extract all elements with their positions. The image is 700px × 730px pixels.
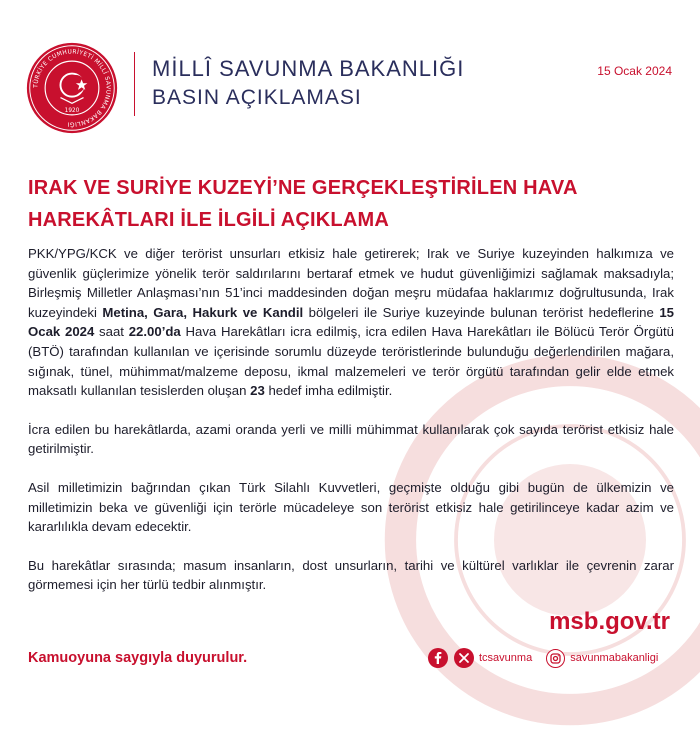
website-link[interactable]: msb.gov.tr bbox=[549, 608, 670, 635]
paragraph-1-text-i: hedef imha edilmiştir. bbox=[264, 383, 393, 399]
facebook-icon[interactable] bbox=[428, 648, 448, 668]
paragraph-1-text-e: saat bbox=[94, 324, 129, 340]
paragraph-1-text-a: PKK/YPG/KCK ve diğer terörist unsurları etkisiz hale getirerek; Irak ve Suriye kuzeyinden halkımıza ve güvenlik güçlerimize yönelik terör saldırılarını bertaraf etmek ve hudut güvenliğimizi sağlamak maksadıyla; Birleşmiş Milletler Anlaşması’nın 51’inci maddesinden doğan meşru müdafaa haklarımız doğrultusunda, Irak kuzeyindeki bbox=[28, 246, 674, 320]
target-count: 23 bbox=[250, 383, 265, 399]
operation-date: 15 Ocak 2024 bbox=[28, 304, 674, 340]
operation-time: 22.00’da bbox=[128, 324, 181, 340]
headline bbox=[28, 172, 678, 236]
headline-line-2: HAREKÂTLARI İLE İLGİLİ AÇIKLAMA bbox=[28, 209, 389, 231]
x-icon[interactable] bbox=[454, 648, 474, 668]
instagram-handle[interactable]: savunmabakanligi bbox=[570, 652, 659, 664]
paragraph-3: Asil milletimizin bağrından çıkan Türk Silahlı Kuvvetleri, geçmişte olduğu gibi bugün de ülkemizin ve milletimizin beka ve güvenliği için terörle mücadeleye son terörist etkisiz hale getirilinceye kadar azim ve kararlılıkla devam edecektir. bbox=[28, 479, 674, 535]
ministry-seal-icon bbox=[24, 40, 120, 136]
paragraph-1-text-c: bölgeleri ile Suriye kuzeyinde bulunan terörist hedeflerine bbox=[303, 304, 660, 320]
seal-year: 1920 bbox=[64, 108, 80, 114]
release-date: 15 Ocak 2024 bbox=[597, 64, 672, 78]
paragraph-4: Bu harekâtlar sırasında; masum insanların, dost unsurların, tarihi ve kültürel varlıklar ile çevrenin zarar görmemesi için her türlü tedbir alınmıştır. bbox=[28, 557, 674, 593]
seal-ring-text: TÜRKİYE CUMHURİYETİ MİLLÎ SAVUNMA BAKANLIĞI bbox=[32, 48, 112, 128]
ministry-title: MİLLÎ SAVUNMA BAKANLIĞI bbox=[152, 56, 465, 81]
paragraph-1 bbox=[28, 244, 674, 401]
instagram-icon[interactable] bbox=[546, 649, 565, 668]
header-divider bbox=[134, 52, 135, 116]
statement-body bbox=[28, 244, 674, 595]
paragraph-1-text-g: Hava Harekâtları icra edilmiş, icra edilen Hava Harekâtları ile Bölücü Terör Örgütü (BTÖ) tarafından kullanılan ve içerisinde sorumlu düzeyde teröristlerinde bulunduğu değerlendirilen mağara, sığınak, tünel, mühimmat/malzeme deposu, ikmal malzemeleri ve terör örgütü tarafından gelir elde etmek maksatlı kullanılan tesislerden oluşan bbox=[28, 324, 674, 399]
closing-line: Kamuoyuna saygıyla duyurulur. bbox=[28, 650, 248, 666]
x-handle[interactable]: tcsavunma bbox=[479, 652, 533, 664]
headline-line-1: IRAK VE SURİYE KUZEYİ’NE GERÇEKLEŞTİRİLEN HAVA bbox=[28, 177, 578, 199]
target-regions: Metina, Gara, Hakurk ve Kandil bbox=[102, 304, 304, 320]
paragraph-2: İcra edilen bu harekâtlarda, azami oranda yerli ve milli mühimmat kullanılarak çok sayıda terörist etkisiz hale getirilmiştir. bbox=[28, 421, 674, 457]
social-links bbox=[428, 648, 672, 668]
press-release-label: BASIN AÇIKLAMASI bbox=[152, 86, 362, 109]
